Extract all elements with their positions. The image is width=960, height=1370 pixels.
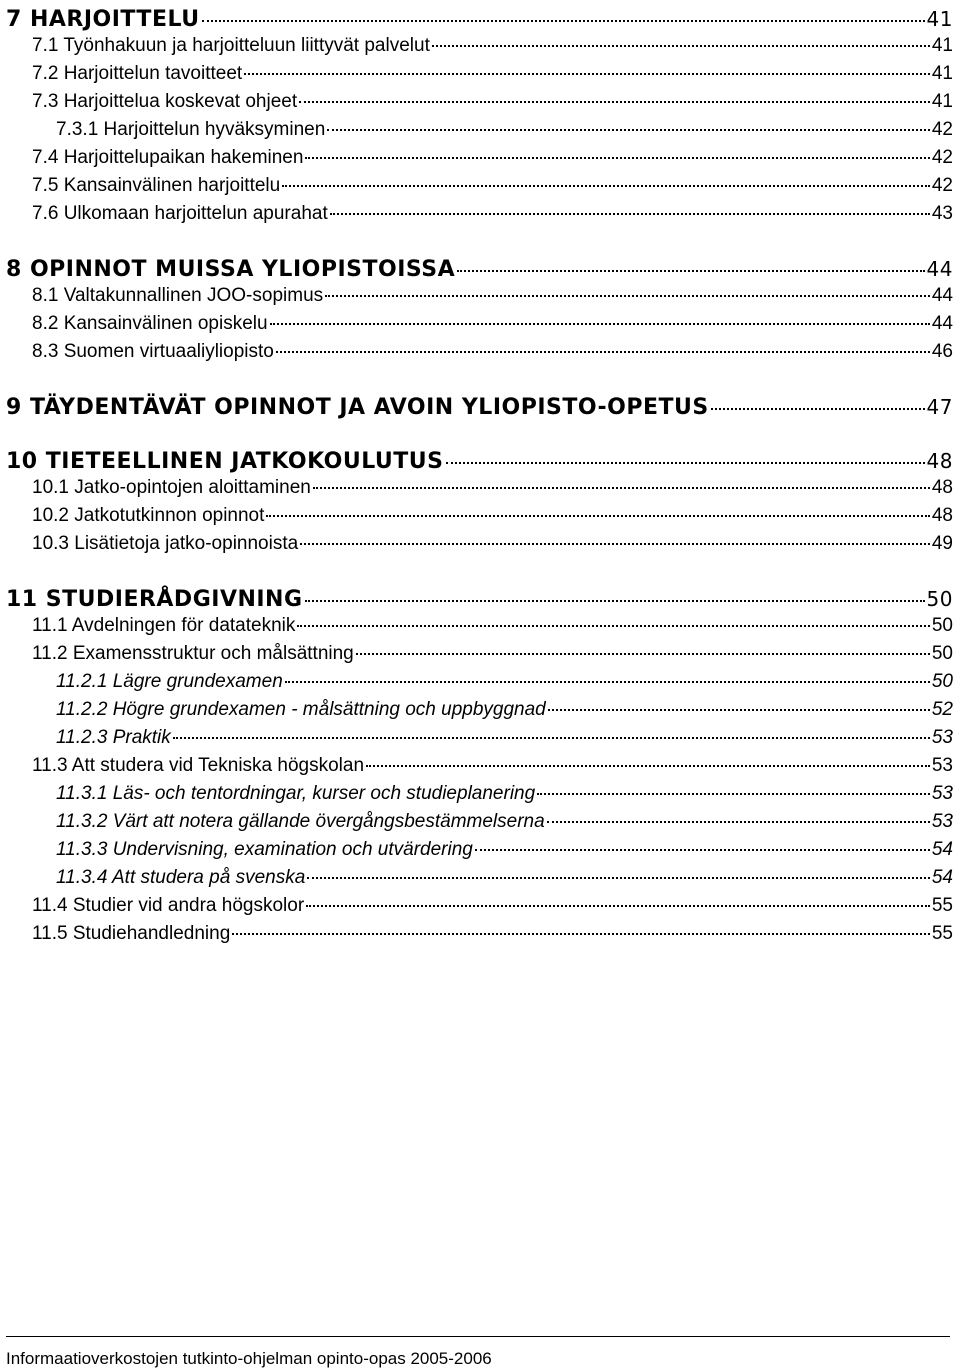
toc-entry[interactable] bbox=[56, 778, 953, 805]
toc-entry[interactable] bbox=[32, 472, 953, 499]
footer-divider bbox=[6, 1336, 950, 1337]
dot-leader bbox=[446, 440, 925, 464]
toc-page-number: 55 bbox=[931, 895, 953, 916]
toc-entry[interactable] bbox=[56, 722, 953, 749]
toc-page-number: 42 bbox=[931, 175, 953, 196]
toc-entry-title: 7.6 Ulkomaan harjoittelun apurahat bbox=[32, 203, 328, 224]
dot-leader bbox=[173, 718, 930, 739]
toc-page-number: 49 bbox=[931, 533, 953, 554]
toc-entry-title: 7 HARJOITTELU bbox=[6, 7, 200, 32]
toc-page-number: 52 bbox=[931, 699, 953, 720]
dot-leader bbox=[307, 858, 930, 879]
dot-leader bbox=[285, 662, 930, 683]
toc-entry-title: 11.4 Studier vid andra högskolor bbox=[32, 895, 305, 916]
toc-entry[interactable] bbox=[32, 58, 953, 85]
toc-entry-title: 7.3 Harjoittelua koskevat ohjeet bbox=[32, 91, 298, 112]
dot-leader bbox=[547, 802, 930, 823]
toc-entry-title: 11.3.2 Värt att notera gällande övergångsbestämmelserna bbox=[56, 811, 545, 832]
dot-leader bbox=[537, 774, 930, 795]
toc-page-number: 44 bbox=[931, 313, 953, 334]
toc-entry[interactable] bbox=[32, 170, 953, 197]
toc-entry[interactable] bbox=[56, 666, 953, 693]
toc-entry[interactable] bbox=[56, 806, 953, 833]
toc-entry-title: 11.2.3 Praktik bbox=[56, 727, 171, 748]
dot-leader bbox=[270, 304, 930, 325]
toc-page-number: 54 bbox=[931, 839, 953, 860]
toc-page-number: 44 bbox=[926, 257, 953, 281]
toc-entry[interactable] bbox=[32, 198, 953, 225]
dot-leader bbox=[202, 0, 925, 22]
toc-page-number: 47 bbox=[926, 395, 953, 419]
dot-leader bbox=[297, 606, 929, 627]
toc-entry-title: 7.5 Kansainvälinen harjoittelu bbox=[32, 175, 281, 196]
page-footer: Informaatioverkostojen tutkinto-ohjelman opinto-opas 2005-2006 bbox=[6, 1349, 492, 1368]
toc-entry-title: 10 TIETEELLINEN JATKOKOULUTUS bbox=[6, 449, 444, 474]
toc-entry-title: 11 STUDIERÅDGIVNING bbox=[6, 587, 303, 612]
dot-leader bbox=[356, 634, 930, 655]
toc-page-number: 46 bbox=[931, 341, 953, 362]
toc-entry-title: 7.4 Harjoittelupaikan hakeminen bbox=[32, 147, 304, 168]
toc-page-number: 48 bbox=[926, 449, 953, 473]
toc-chapter-entry[interactable] bbox=[6, 390, 953, 420]
toc-entry[interactable] bbox=[32, 142, 953, 169]
toc-entry[interactable] bbox=[56, 114, 953, 141]
dot-leader bbox=[313, 468, 930, 489]
toc-entry-title: 10.1 Jatko-opintojen aloittaminen bbox=[32, 477, 311, 498]
toc-entry-title: 7.1 Työnhakuun ja harjoitteluun liittyvät palvelut bbox=[32, 35, 430, 56]
toc-entry-title: 7.3.1 Harjoittelun hyväksyminen bbox=[56, 119, 326, 140]
toc-entry[interactable] bbox=[32, 918, 953, 945]
toc-entry[interactable] bbox=[32, 890, 953, 917]
toc-page-number: 55 bbox=[931, 923, 953, 944]
dot-leader bbox=[457, 248, 924, 272]
toc-page-number: 50 bbox=[931, 615, 953, 636]
toc-entry-title: 11.2.2 Högre grundexamen - målsättning och uppbyggnad bbox=[56, 699, 546, 720]
toc-entry[interactable] bbox=[32, 308, 953, 335]
dot-leader bbox=[266, 496, 929, 517]
toc-entry[interactable] bbox=[32, 638, 953, 665]
dot-leader bbox=[299, 82, 930, 103]
toc-page-number: 50 bbox=[931, 643, 953, 664]
toc-page-number: 50 bbox=[931, 671, 953, 692]
toc-page-number: 53 bbox=[931, 783, 953, 804]
toc-page-number: 50 bbox=[926, 587, 953, 611]
toc-page-number: 53 bbox=[931, 811, 953, 832]
toc-page-number: 53 bbox=[931, 755, 953, 776]
toc-page-number: 44 bbox=[931, 285, 953, 306]
toc-entry-title: 8.2 Kansainvälinen opiskelu bbox=[32, 313, 268, 334]
toc-entry-title: 10.3 Lisätietoja jatko-opinnoista bbox=[32, 533, 299, 554]
toc-page-number: 41 bbox=[926, 7, 953, 31]
toc-entry-title: 11.3.3 Undervisning, examination och utvärdering bbox=[56, 839, 473, 860]
toc-entry-title: 11.1 Avdelningen för datateknik bbox=[32, 615, 296, 636]
toc-entry-title: 11.3.1 Läs- och tentordningar, kurser och studieplanering bbox=[56, 783, 536, 804]
toc-page-number: 54 bbox=[931, 867, 953, 888]
toc-entry[interactable] bbox=[56, 694, 953, 721]
toc-page-number: 41 bbox=[931, 35, 953, 56]
toc-page-number: 42 bbox=[931, 147, 953, 168]
dot-leader bbox=[305, 578, 925, 602]
dot-leader bbox=[276, 332, 930, 353]
dot-leader bbox=[327, 110, 930, 131]
toc-page-number: 48 bbox=[931, 505, 953, 526]
toc-entry[interactable] bbox=[56, 862, 953, 889]
toc-entry-title: 11.5 Studiehandledning bbox=[32, 923, 231, 944]
toc-entry-title: 8.1 Valtakunnallinen JOO-sopimus bbox=[32, 285, 324, 306]
toc-page-number: 42 bbox=[931, 119, 953, 140]
toc-page-number: 41 bbox=[931, 91, 953, 112]
toc-entry[interactable] bbox=[32, 610, 953, 637]
toc-entry[interactable] bbox=[56, 834, 953, 861]
dot-leader bbox=[548, 690, 930, 711]
dot-leader bbox=[300, 524, 930, 545]
toc-entry[interactable] bbox=[32, 528, 953, 555]
toc-entry[interactable] bbox=[32, 750, 953, 777]
dot-leader bbox=[282, 166, 930, 187]
toc-entry-title: 10.2 Jatkotutkinnon opinnot bbox=[32, 505, 265, 526]
toc-entry-title: 7.2 Harjoittelun tavoitteet bbox=[32, 63, 243, 84]
toc-entry-title: 11.2.1 Lägre grundexamen bbox=[56, 671, 283, 692]
dot-leader bbox=[232, 914, 930, 935]
dot-leader bbox=[475, 830, 930, 851]
toc-entry[interactable] bbox=[32, 280, 953, 307]
toc-page-number: 41 bbox=[931, 63, 953, 84]
dot-leader bbox=[432, 26, 930, 47]
dot-leader bbox=[305, 138, 929, 159]
toc-entry-title: 9 TÄYDENTÄVÄT OPINNOT JA AVOIN YLIOPISTO-OPETUS bbox=[6, 395, 709, 420]
dot-leader bbox=[325, 276, 930, 297]
toc-entry-title: 11.3 Att studera vid Tekniska högskolan bbox=[32, 755, 365, 776]
dot-leader bbox=[366, 746, 930, 767]
toc-entry-title: 11.3.4 Att studera på svenska bbox=[56, 867, 306, 888]
dot-leader bbox=[244, 54, 930, 75]
toc-entry[interactable] bbox=[32, 500, 953, 527]
toc-entry-title: 8.3 Suomen virtuaaliyliopisto bbox=[32, 341, 274, 362]
dot-leader bbox=[711, 386, 925, 410]
dot-leader bbox=[330, 194, 930, 215]
toc-page-number: 48 bbox=[931, 477, 953, 498]
toc-entry[interactable] bbox=[32, 336, 953, 363]
toc-page-number: 53 bbox=[931, 727, 953, 748]
toc-entry[interactable] bbox=[32, 86, 953, 113]
toc-entry-title: 8 OPINNOT MUISSA YLIOPISTOISSA bbox=[6, 257, 456, 282]
toc-entry-title: 11.2 Examensstruktur och målsättning bbox=[32, 643, 354, 664]
toc-entry[interactable] bbox=[32, 30, 953, 57]
dot-leader bbox=[306, 886, 930, 907]
toc-page-number: 43 bbox=[931, 203, 953, 224]
